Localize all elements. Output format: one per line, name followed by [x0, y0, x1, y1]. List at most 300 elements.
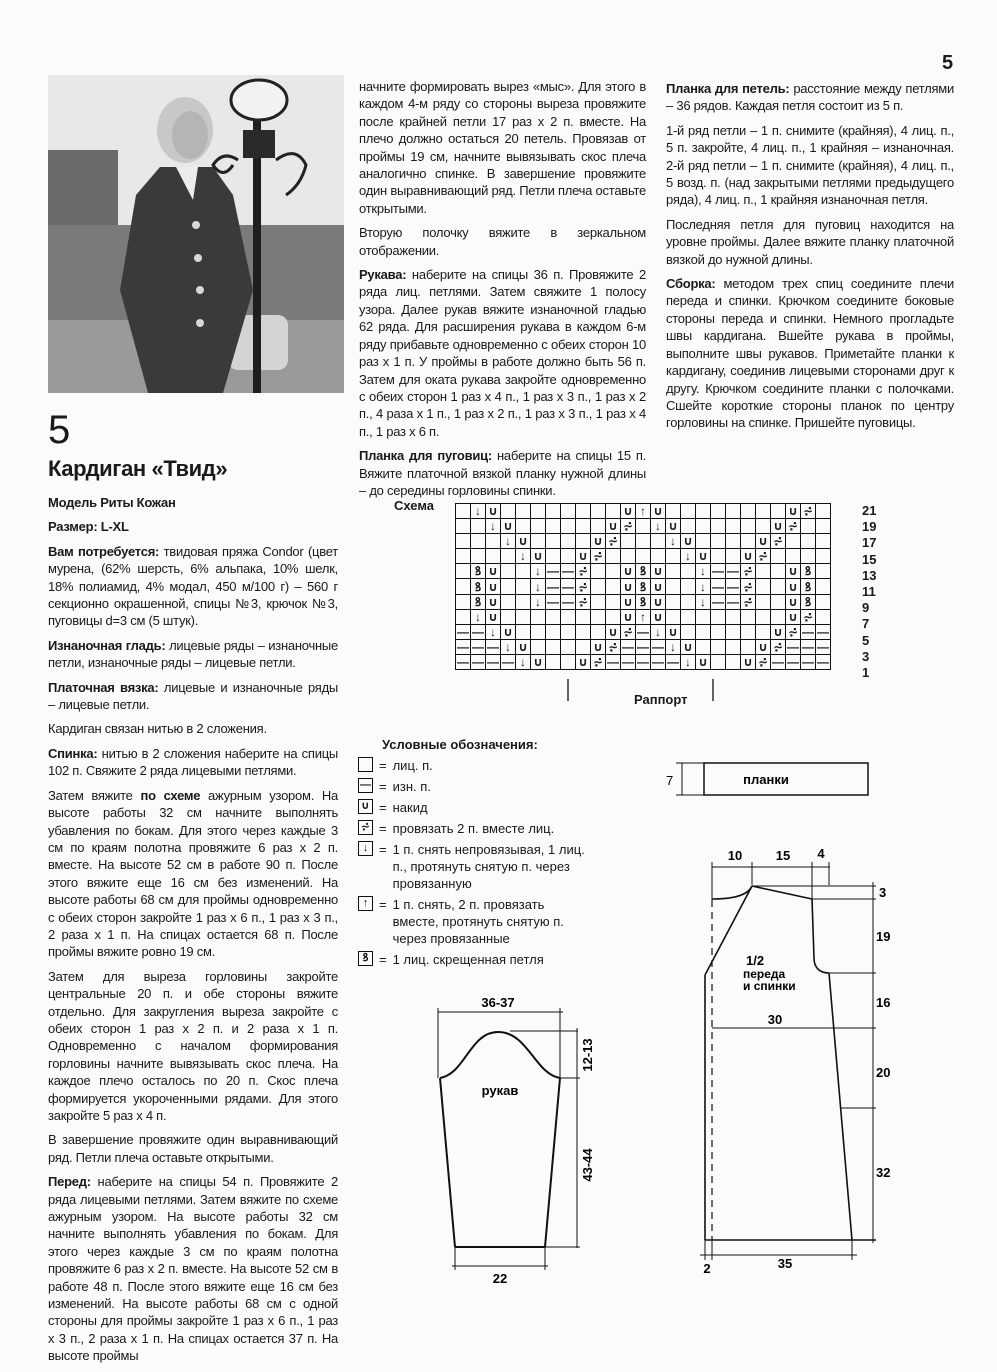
hip-height: 32: [876, 1165, 891, 1180]
chart-cell: [531, 639, 546, 654]
chart-cell: [786, 534, 801, 549]
chart-cell: [651, 549, 666, 564]
chart-row-number: 11: [862, 584, 876, 600]
legend-equals: =: [379, 758, 387, 773]
chart-cell: [561, 549, 576, 564]
body-diagram: [690, 840, 910, 1280]
chart-cell: ∪: [501, 519, 516, 534]
chart-row: [456, 549, 831, 564]
chart-row: [456, 654, 831, 669]
chart-cell: ∪: [696, 654, 711, 669]
purl-paragraph: [48, 637, 338, 672]
buttonhole-band-paragraph: [666, 80, 954, 115]
chart-cell: [756, 564, 771, 579]
chart-cell: [531, 624, 546, 639]
chart-cell: ↓: [696, 594, 711, 609]
chart-cell: ↓: [651, 519, 666, 534]
chart-cell: —: [622, 639, 634, 654]
chart-cell: [576, 609, 591, 624]
chart-cell: ∪: [771, 519, 786, 534]
chart-cell: [816, 534, 831, 549]
chart-cell: [741, 624, 756, 639]
chart-cell: [726, 549, 741, 564]
chart-cell: [726, 609, 741, 624]
chart-cell: ⩫: [756, 549, 771, 564]
chart-cell: ⩫: [786, 519, 801, 534]
chart-cell: —: [562, 579, 574, 594]
chart-cell: ꝸ: [801, 594, 816, 609]
chart-cell: ⩫: [756, 654, 771, 669]
column-1: [48, 494, 338, 1372]
chart-cell: ↓: [501, 534, 516, 549]
legend-text: 1 лиц. скрещенная петля: [392, 952, 544, 967]
chart-cell: ↓: [486, 519, 501, 534]
chart-row: [456, 519, 831, 534]
legend-item: [358, 896, 593, 947]
chart-cell: [771, 579, 786, 594]
chart-cell: ∪: [516, 534, 531, 549]
chart-cell: —: [712, 579, 724, 594]
legend-text: накид: [392, 800, 428, 815]
chart-cell: —: [472, 624, 484, 639]
chart-row-number: 7: [862, 616, 870, 632]
sleeve-length: 43-44: [580, 1148, 595, 1182]
chart-cell: ∪: [651, 594, 666, 609]
upper-body: 16: [876, 995, 891, 1010]
button-band-label: Планка для пуговиц:: [359, 448, 492, 464]
chart-cell: ⩫: [621, 519, 636, 534]
chart-cell: [531, 534, 546, 549]
chart-cell: [666, 549, 681, 564]
chart-row-number: 19: [862, 519, 877, 535]
chart-cell: [471, 534, 486, 549]
chart-cell: [591, 564, 606, 579]
chart-cell: ⩫: [576, 594, 591, 609]
chart-cell: ꝸ: [636, 579, 651, 594]
garter-paragraph: [48, 679, 338, 714]
chart-cell: ∪: [486, 504, 501, 519]
chart-cell: ∪: [756, 639, 771, 654]
chart-cell: [591, 594, 606, 609]
chart-cell: [681, 609, 696, 624]
chart-cell: —: [802, 639, 814, 654]
chart-cell: [726, 534, 741, 549]
band-diagram: [660, 755, 875, 805]
chart-cell: ↓: [516, 549, 531, 564]
chart-cell: [561, 504, 576, 519]
chart-cell: [501, 609, 516, 624]
legend-item: [358, 951, 593, 968]
chart-cell: [636, 534, 651, 549]
chart-cell: [591, 579, 606, 594]
chart-row-number: 15: [862, 551, 877, 567]
sleeve-cap-height: 12-13: [580, 1038, 595, 1072]
chart-cell: [456, 534, 471, 549]
chart-cell: ∪: [576, 654, 591, 669]
chart-cell: ↓: [666, 534, 681, 549]
chart-cell: —: [802, 654, 814, 669]
chart-cell: [756, 504, 771, 519]
chart-cell: [816, 579, 831, 594]
chart-cell: [576, 639, 591, 654]
chart-cell: ∪: [486, 609, 501, 624]
chart-cell: [501, 564, 516, 579]
chart-row: [456, 639, 831, 654]
chart-cell: —: [637, 624, 649, 639]
mirror-note: Вторую полочку вяжите в зеркальном отображении.: [359, 225, 646, 258]
chart-cell: [561, 534, 576, 549]
chart-cell: [756, 579, 771, 594]
chart-cell: ⩫: [576, 579, 591, 594]
front-continued: начните формировать вырез «мыс». Для этого в каждом 4-м ряду со стороны выреза провяжите после крайней петли 17 раз х 2 п. вместе. На плечо должно остаться 20 петель. Провязав от проймы 19 см, начните вывязывать скос плеча аналогично спинке. В завершение провяжите один выравнивающий ряд. Петли плеча оставьте открытыми.: [359, 79, 646, 216]
chart-row: [456, 579, 831, 594]
legend-equals: =: [379, 842, 387, 857]
materials-text: твидовая пряжа Condor (цвет мурена, (62% шерсть, 6% альпака, 10% шелк, 18% полиамид, 4% модал, 450 м/100 г) – 560 г секционно окрашенной, спицы №3, крючок №3, пуговицы d=3 см (5 штук).: [48, 543, 339, 629]
chart-cell: ∪: [681, 639, 696, 654]
garter-label: Платочная вязка:: [48, 679, 159, 695]
armhole-width: 4: [817, 846, 825, 861]
chart-cell: [576, 519, 591, 534]
chart-cell: —: [637, 654, 649, 669]
purl-text: лицевые ряды – изнаночные петли, изнаночные ряды – лицевые петли.: [48, 637, 338, 671]
chart-cell: ⩫: [591, 654, 606, 669]
purl-label: Изнаночная гладь:: [48, 637, 166, 653]
chart-cell: [681, 519, 696, 534]
chart-cell: —: [547, 579, 559, 594]
back-p2-bold: по схеме: [140, 787, 201, 803]
chart-cell: [726, 504, 741, 519]
assembly-paragraph: [666, 275, 954, 432]
chart-cell: —: [652, 654, 664, 669]
chart-cell: [696, 519, 711, 534]
chart-cell: [606, 579, 621, 594]
chart-cell: [621, 549, 636, 564]
chart-cell: —: [817, 624, 829, 639]
chart-cell: ↓: [471, 609, 486, 624]
legend-item: [358, 778, 593, 795]
chart-cell: ↓: [486, 624, 501, 639]
chart-cell: [486, 534, 501, 549]
chart-cell: [711, 519, 726, 534]
chart-title: Схема: [394, 498, 435, 513]
shoulder-slope: 3: [879, 885, 887, 900]
chart-cell: —: [457, 639, 469, 654]
chart-cell: [816, 594, 831, 609]
chart-cell: ∪: [651, 564, 666, 579]
chart-cell: —: [772, 654, 784, 669]
chart-cell: ∪: [621, 564, 636, 579]
chart-cell: [591, 504, 606, 519]
legend-text: лиц. п.: [392, 758, 433, 773]
back-paragraph-2: [48, 787, 338, 961]
legend-symbol-icon: ∪: [358, 799, 373, 814]
chart-cell: ⩫: [591, 549, 606, 564]
chart-cell: ⩫: [771, 534, 786, 549]
chart-cell: [816, 504, 831, 519]
size-line: Размер: L-XL: [48, 519, 129, 535]
chart-cell: [816, 564, 831, 579]
chart-row: [456, 534, 831, 549]
chart-cell: [711, 504, 726, 519]
chart-cell: [741, 534, 756, 549]
chart-cell: —: [727, 579, 739, 594]
photo-illustration: [48, 75, 344, 393]
chart-cell: ∪: [786, 564, 801, 579]
neck-width: 10: [727, 848, 743, 863]
chart-cell: [741, 504, 756, 519]
chart-cell: [531, 609, 546, 624]
chart-cell: —: [562, 594, 574, 609]
page-number: 5: [942, 52, 954, 74]
legend-symbol-icon: ⩫: [358, 820, 373, 835]
chart-row: [456, 564, 831, 579]
chart-cell: [801, 549, 816, 564]
legend-text: изн. п.: [392, 779, 431, 794]
legend-symbol-icon: ꝸ: [358, 951, 373, 966]
chart-cell: ⩫: [741, 564, 756, 579]
legend-equals: =: [379, 800, 387, 815]
chart-cell: [456, 579, 471, 594]
legend-text: 1 п. снять непровязывая, 1 лиц. п., протянуть снятую п. через провязанную: [392, 842, 585, 891]
chart-cell: —: [727, 564, 739, 579]
chart-cell: ꝸ: [471, 594, 486, 609]
chart-cell: —: [472, 654, 484, 669]
chart-cell: [606, 504, 621, 519]
chart-cell: [711, 609, 726, 624]
chart-cell: [546, 519, 561, 534]
chart-cell: ↓: [501, 639, 516, 654]
chart-cell: ⩫: [801, 609, 816, 624]
chart-cell: [546, 549, 561, 564]
chart-cell: ∪: [666, 624, 681, 639]
chart-cell: ↓: [696, 579, 711, 594]
chart-cell: [531, 519, 546, 534]
chart-cell: [501, 594, 516, 609]
chart-cell: [546, 639, 561, 654]
chart-row-number: 13: [862, 567, 877, 583]
chart-cell: [576, 624, 591, 639]
sleeve-top-width: 36-37: [481, 995, 515, 1010]
chart-cell: [696, 609, 711, 624]
chart-cell: [606, 609, 621, 624]
last-loop-note: Последняя петля для пуговиц находится на уровне проймы. Далее вяжите планку платочной вязкой до нужной длины.: [666, 216, 954, 267]
chart-cell: [516, 624, 531, 639]
model-photo: [48, 75, 344, 393]
chart-cell: [666, 504, 681, 519]
chart-cell: ↓: [531, 594, 546, 609]
body-label-3: и спинки: [743, 979, 796, 993]
chart-cell: ꝸ: [471, 564, 486, 579]
chart-cell: —: [637, 639, 649, 654]
chart-cell: [726, 519, 741, 534]
chart-cell: [516, 609, 531, 624]
legend-symbol-icon: —: [360, 779, 371, 791]
body-label-1: 1/2: [746, 953, 765, 968]
buttonhole-row-1: 1-й ряд петли – 1 п. снимите (крайняя), 4 лиц. п., 5 п. закройте, 4 лиц. п., 1 крайняя – изнаночная.: [666, 122, 954, 156]
pattern-number: 5: [48, 408, 71, 452]
chart-cell: [711, 639, 726, 654]
chart-cell: ↓: [696, 564, 711, 579]
chart-cell: ∪: [501, 624, 516, 639]
chart-cell: [666, 594, 681, 609]
chart-cell: ꝸ: [636, 594, 651, 609]
chart-cell: —: [607, 654, 619, 669]
chart-cell: —: [457, 624, 469, 639]
chart-cell: [771, 609, 786, 624]
chart-cell: [546, 609, 561, 624]
chart-cell: ∪: [576, 549, 591, 564]
chart-cell: [696, 534, 711, 549]
chart-cell: ∪: [666, 519, 681, 534]
chart-cell: ⩫: [786, 624, 801, 639]
chart-row-number: 17: [862, 535, 877, 551]
body-label-2: переда: [743, 967, 786, 981]
legend-symbol-icon: ↓: [358, 841, 373, 856]
chart-cell: ∪: [621, 594, 636, 609]
waist-height: 20: [876, 1065, 891, 1080]
chart-row-number: 5: [862, 632, 870, 648]
chart-cell: ↑: [636, 609, 651, 624]
legend-text: 1 п. снять, 2 п. провязать вместе, протянуть снятую п. через провязанные: [392, 897, 564, 946]
chart-cell: [471, 519, 486, 534]
chart-cell: ∪: [591, 534, 606, 549]
yarn-note: Кардиган связан нитью в 2 сложения.: [48, 721, 267, 737]
chart-cell: ∪: [486, 579, 501, 594]
chart-cell: [756, 624, 771, 639]
chart-cell: [726, 624, 741, 639]
chart-cell: ↓: [681, 549, 696, 564]
chart-cell: [681, 564, 696, 579]
materials-paragraph: [48, 543, 338, 630]
chart-cell: ∪: [681, 534, 696, 549]
chart-cell: —: [487, 654, 499, 669]
legend-equals: =: [379, 821, 387, 836]
chart-cell: ꝸ: [801, 579, 816, 594]
chart-cell: [456, 549, 471, 564]
legend-equals: =: [379, 897, 387, 912]
chart-cell: [711, 624, 726, 639]
sleeve-diagram: [420, 990, 620, 1290]
column-3: [666, 80, 954, 439]
chart-cell: —: [727, 594, 739, 609]
chart-cell: —: [817, 654, 829, 669]
back-p2-a: Затем вяжите: [48, 787, 141, 803]
chart-row: [456, 594, 831, 609]
band-height-label: 7: [666, 773, 674, 788]
chart-row: [456, 609, 831, 624]
column-2: [359, 78, 646, 506]
chart-cell: [531, 504, 546, 519]
chart-cell: ∪: [786, 594, 801, 609]
chart-cell: [546, 534, 561, 549]
chart-cell: ∪: [786, 504, 801, 519]
chart-cell: [696, 639, 711, 654]
back-paragraph-4: В завершение провяжите один выравнивающий ряд. Петли плеча оставьте открытыми.: [48, 1132, 338, 1165]
chart-cell: [741, 519, 756, 534]
chart-cell: [516, 504, 531, 519]
chart-cell: [591, 519, 606, 534]
chart-cell: [666, 579, 681, 594]
chest-width: 30: [767, 1012, 783, 1027]
chart-cell: [636, 519, 651, 534]
chart-cell: —: [502, 654, 514, 669]
chart-cell: [756, 594, 771, 609]
front-paragraph: [48, 1173, 338, 1364]
model-line: Модель Риты Кожан: [48, 495, 176, 510]
chart-cell: [546, 654, 561, 669]
front-label: Перед:: [48, 1174, 91, 1190]
chart-cell: —: [457, 654, 469, 669]
chart-cell: ∪: [741, 654, 756, 669]
chart-cell: [456, 504, 471, 519]
legend-items: [358, 757, 593, 968]
chart-cell: [456, 594, 471, 609]
knitting-chart-grid: [455, 503, 831, 670]
chart-cell: ∪: [591, 639, 606, 654]
legend-equals: =: [379, 779, 387, 794]
chart-cell: —: [787, 654, 799, 669]
chart-row: [456, 624, 831, 639]
chart-cell: [771, 504, 786, 519]
chart-cell: [501, 504, 516, 519]
chart-cell: [561, 624, 576, 639]
chart-row-number: 3: [862, 648, 870, 664]
chart-cell: ⩫: [771, 639, 786, 654]
chart-cell: ∪: [786, 579, 801, 594]
chart-cell: ∪: [486, 594, 501, 609]
chart-cell: [516, 564, 531, 579]
chart-cell: ∪: [621, 504, 636, 519]
chart-cell: [696, 624, 711, 639]
legend-heading: Условные обозначения:: [382, 737, 538, 752]
chart-cell: [726, 654, 741, 669]
buttonhole-row-2: 2-й ряд петли – 1 п. снимите (крайняя), 4 лиц. п., 5 возд. п. (над закрытыми петлями предыдущего ряда), 4 лиц. п., 1 крайняя изнаночная петля.: [666, 157, 954, 208]
chart-cell: —: [487, 639, 499, 654]
legend-symbol-icon: ↑: [358, 896, 373, 911]
chart-cell: ∪: [531, 549, 546, 564]
sleeves-label: Рукава:: [359, 267, 407, 283]
chart-cell: ∪: [621, 609, 636, 624]
chart-row-number: 9: [862, 600, 870, 616]
chart-cell: [606, 594, 621, 609]
chart-cell: ⩫: [741, 594, 756, 609]
chart-cell: [561, 654, 576, 669]
chart-cell: [756, 609, 771, 624]
chart-cell: [591, 609, 606, 624]
buttonhole-band-label: Планка для петель:: [666, 81, 790, 96]
chart-cell: [636, 549, 651, 564]
chart-cell: ∪: [621, 579, 636, 594]
chart-cell: ∪: [756, 534, 771, 549]
chart-cell: —: [472, 639, 484, 654]
button-band-paragraph: [359, 447, 646, 499]
chart-cell: [516, 579, 531, 594]
chart-cell: [516, 519, 531, 534]
chart-cell: ↓: [681, 654, 696, 669]
chart-cell: [456, 564, 471, 579]
chart-cell: [621, 534, 636, 549]
chart-cell: ∪: [531, 654, 546, 669]
chart-cell: [561, 639, 576, 654]
rapport-label: Раппорт: [634, 692, 688, 707]
button-band-text: наберите на спицы 15 п. Вяжите платочной вязкой планку нужной длины – до середины горловины спинки.: [359, 448, 647, 498]
chart-cell: [726, 639, 741, 654]
chart-cell: [711, 534, 726, 549]
chart-cell: ꝸ: [801, 564, 816, 579]
chart-cell: [681, 504, 696, 519]
back-label: Спинка:: [48, 745, 98, 761]
chart-cell: ↓: [531, 564, 546, 579]
